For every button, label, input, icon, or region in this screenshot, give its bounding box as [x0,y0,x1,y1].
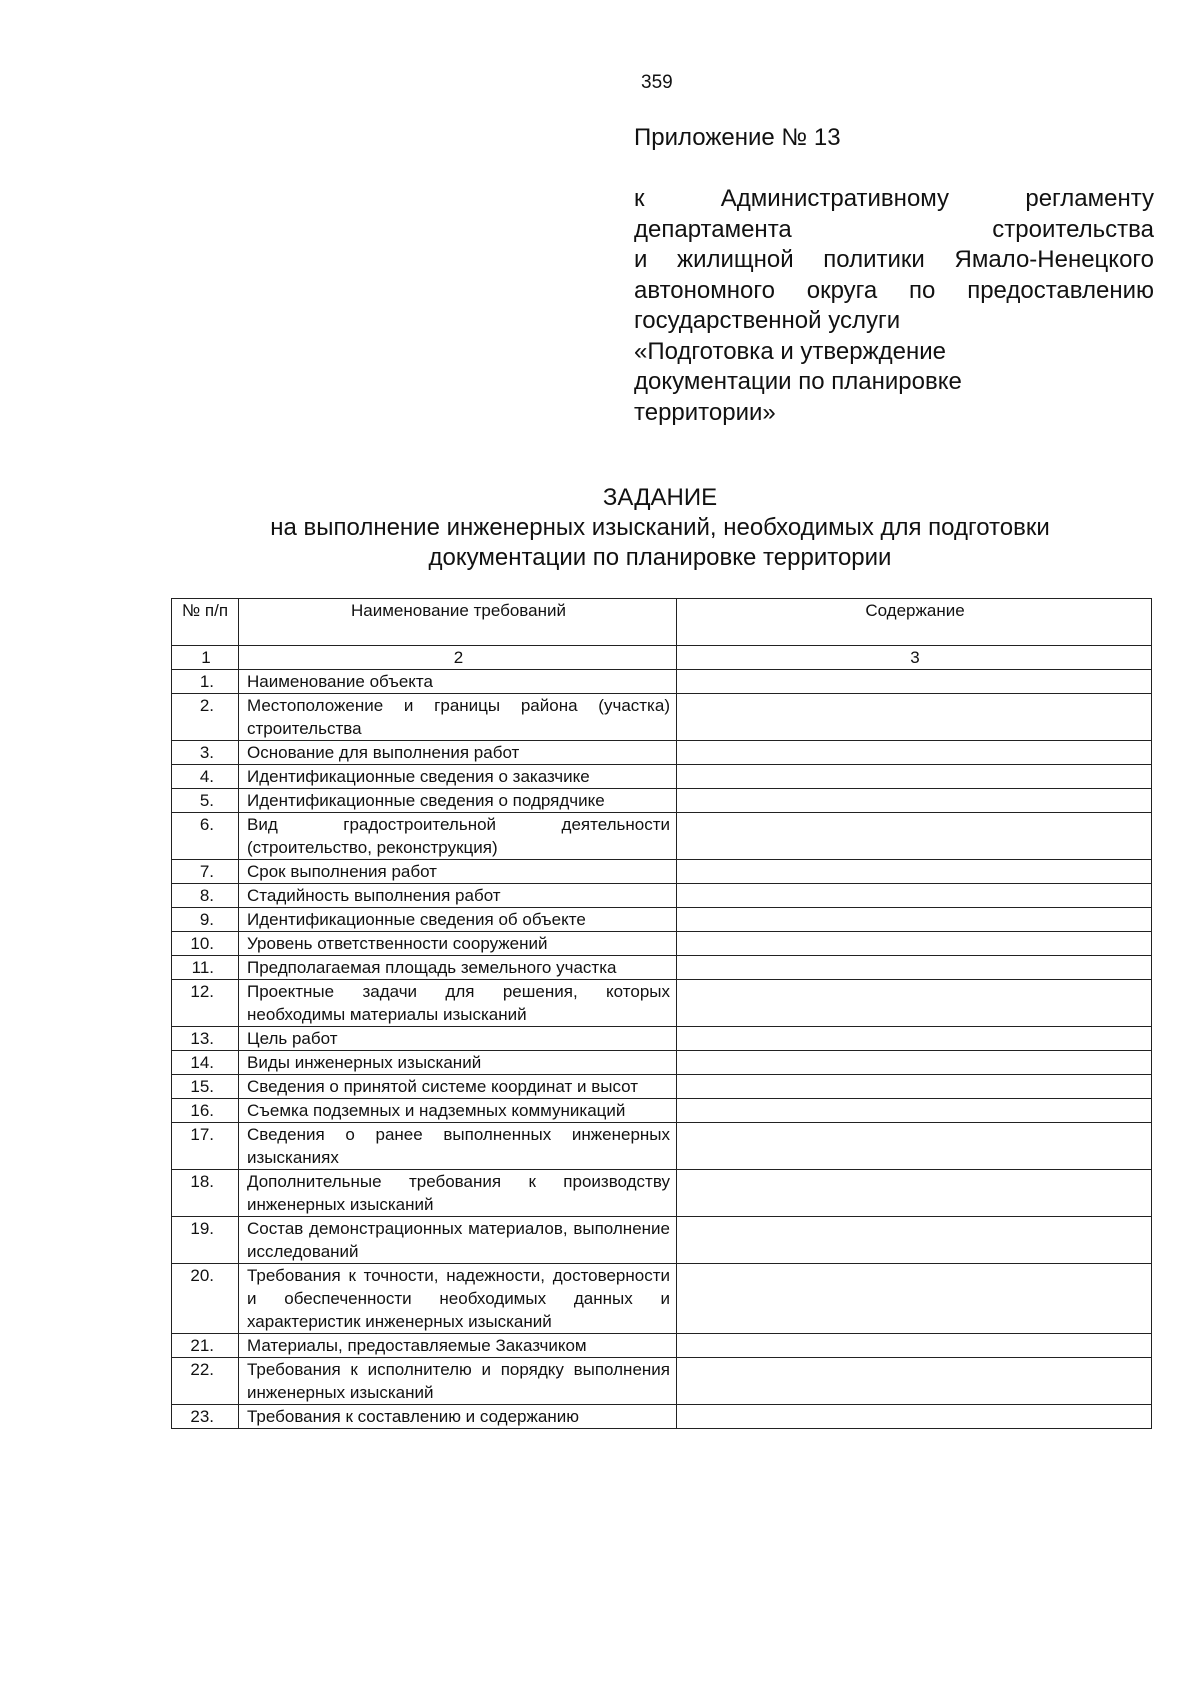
header-name: Наименование требований [239,599,677,646]
row-number: 13. [172,1027,239,1051]
requirement-name: Стадийность выполнения работ [239,884,677,908]
regulation-word: округа по предоставлению [806,276,1154,304]
requirements-table [171,598,1152,1429]
header-content: Содержание [677,599,1152,646]
requirement-content[interactable] [677,1170,1152,1217]
row-number: 1. [172,670,239,694]
requirement-name: Съемка подземных и надземных коммуникаций [239,1099,677,1123]
requirement-content[interactable] [677,765,1152,789]
row-number: 6. [172,813,239,860]
table-row [172,1075,1152,1099]
requirement-name: Наименование объекта [239,670,677,694]
requirement-content[interactable] [677,908,1152,932]
row-number: 19. [172,1217,239,1264]
requirement-content[interactable] [677,860,1152,884]
requirement-name: Предполагаемая площадь земельного участка [239,956,677,980]
table-row [172,884,1152,908]
requirement-name: Сведения о ранее выполненных инженерных изысканиях [239,1123,677,1170]
requirement-content[interactable] [677,1027,1152,1051]
regulation-word: к [634,185,645,212]
table-row [172,789,1152,813]
header-num: № п/п [172,599,239,646]
requirement-content[interactable] [677,741,1152,765]
column-index: 1 [172,646,239,670]
table-row [172,1099,1152,1123]
requirement-content[interactable] [677,1099,1152,1123]
requirement-name: Идентификационные сведения о заказчике [239,765,677,789]
row-number: 3. [172,741,239,765]
regulation-word: департамента [634,215,792,243]
row-number: 8. [172,884,239,908]
table-row [172,1217,1152,1264]
row-number: 16. [172,1099,239,1123]
table-row [172,765,1152,789]
regulation-line [634,215,1154,246]
requirement-content[interactable] [677,670,1152,694]
table-row [172,1170,1152,1217]
table-row [172,908,1152,932]
regulation-word: и жилищной политики [634,246,925,273]
table-row [172,980,1152,1027]
row-number: 2. [172,694,239,741]
title-line: на выполнение инженерных изысканий, необходимых для подготовки [270,514,1050,541]
requirement-content[interactable] [677,1075,1152,1099]
requirement-name: Вид градостроительной деятельности (строительство, реконструкция) [239,813,677,860]
requirement-content[interactable] [677,884,1152,908]
table-row [172,956,1152,980]
regulation-word: Ямало-Ненецкого [954,246,1154,273]
table-row [172,670,1152,694]
row-number: 12. [172,980,239,1027]
regulation-line [634,184,1154,215]
title-line: документации по планировке территории [428,544,892,571]
table-row [172,1123,1152,1170]
table-row [172,1027,1152,1051]
page-number: 359 [641,72,673,93]
requirement-name: Дополнительные требования к производству инженерных изысканий [239,1170,677,1217]
requirement-content[interactable] [677,932,1152,956]
row-number: 10. [172,932,239,956]
requirement-name: Идентификационные сведения о подрядчике [239,789,677,813]
requirement-content[interactable] [677,1334,1152,1358]
row-number: 4. [172,765,239,789]
row-number: 7. [172,860,239,884]
table-row [172,860,1152,884]
requirement-content[interactable] [677,694,1152,741]
requirement-name: Срок выполнения работ [239,860,677,884]
row-number: 20. [172,1264,239,1334]
requirement-content[interactable] [677,789,1152,813]
regulation-reference [634,184,1154,428]
regulation-line: территории» [634,398,776,426]
regulation-line [634,276,1154,307]
requirement-name: Требования к составлению и содержанию [239,1405,677,1429]
regulation-line: государственной услуги [634,307,901,334]
requirement-content[interactable] [677,980,1152,1027]
table-row [172,694,1152,741]
requirement-name: Состав демонстрационных материалов, выполнение исследований [239,1217,677,1264]
requirement-name: Проектные задачи для решения, которых необходимы материалы изысканий [239,980,677,1027]
row-number: 9. [172,908,239,932]
requirement-content[interactable] [677,1405,1152,1429]
appendix-label: Приложение № 13 [634,124,841,151]
regulation-line: «Подготовка и утверждение [634,337,946,365]
requirement-name: Идентификационные сведения об объекте [239,908,677,932]
table-row [172,1051,1152,1075]
table-header-row [172,599,1152,646]
regulation-word: автономного [634,276,775,304]
requirement-content[interactable] [677,1358,1152,1405]
regulation-word: строительства [992,215,1154,243]
row-number: 15. [172,1075,239,1099]
requirement-name: Уровень ответственности сооружений [239,932,677,956]
table-row [172,1334,1152,1358]
requirement-name: Цель работ [239,1027,677,1051]
title-heading: ЗАДАНИЕ [602,484,718,511]
requirement-content[interactable] [677,1217,1152,1264]
column-index-row [172,646,1152,670]
column-index: 3 [677,646,1152,670]
row-number: 5. [172,789,239,813]
requirement-content[interactable] [677,1264,1152,1334]
requirement-name: Виды инженерных изысканий [239,1051,677,1075]
table-row [172,741,1152,765]
requirement-name: Сведения о принятой системе координат и высот [239,1075,677,1099]
requirement-name: Требования к точности, надежности, достоверности и обеспеченности необходимых данных и характеристик инженерных изысканий [239,1264,677,1334]
table-row [172,1405,1152,1429]
row-number: 21. [172,1334,239,1358]
requirement-name: Основание для выполнения работ [239,741,677,765]
document-title [160,483,1160,573]
row-number: 22. [172,1358,239,1405]
row-number: 14. [172,1051,239,1075]
row-number: 23. [172,1405,239,1429]
row-number: 18. [172,1170,239,1217]
requirement-content[interactable] [677,813,1152,860]
requirement-name: Материалы, предоставляемые Заказчиком [239,1334,677,1358]
requirement-name: Требования к исполнителю и порядку выполнения инженерных изысканий [239,1358,677,1405]
requirement-content[interactable] [677,956,1152,980]
regulation-line: документации по планировке [634,368,962,395]
table-row [172,1358,1152,1405]
row-number: 11. [172,956,239,980]
requirement-content[interactable] [677,1051,1152,1075]
table-row [172,813,1152,860]
regulation-word: Административному [720,185,950,212]
row-number: 17. [172,1123,239,1170]
regulation-line [634,245,1154,276]
requirement-name: Местоположение и границы района (участка) строительства [239,694,677,741]
table-row [172,1264,1152,1334]
column-index: 2 [239,646,677,670]
requirement-content[interactable] [677,1123,1152,1170]
table-row [172,932,1152,956]
regulation-word: регламенту [1025,185,1154,212]
